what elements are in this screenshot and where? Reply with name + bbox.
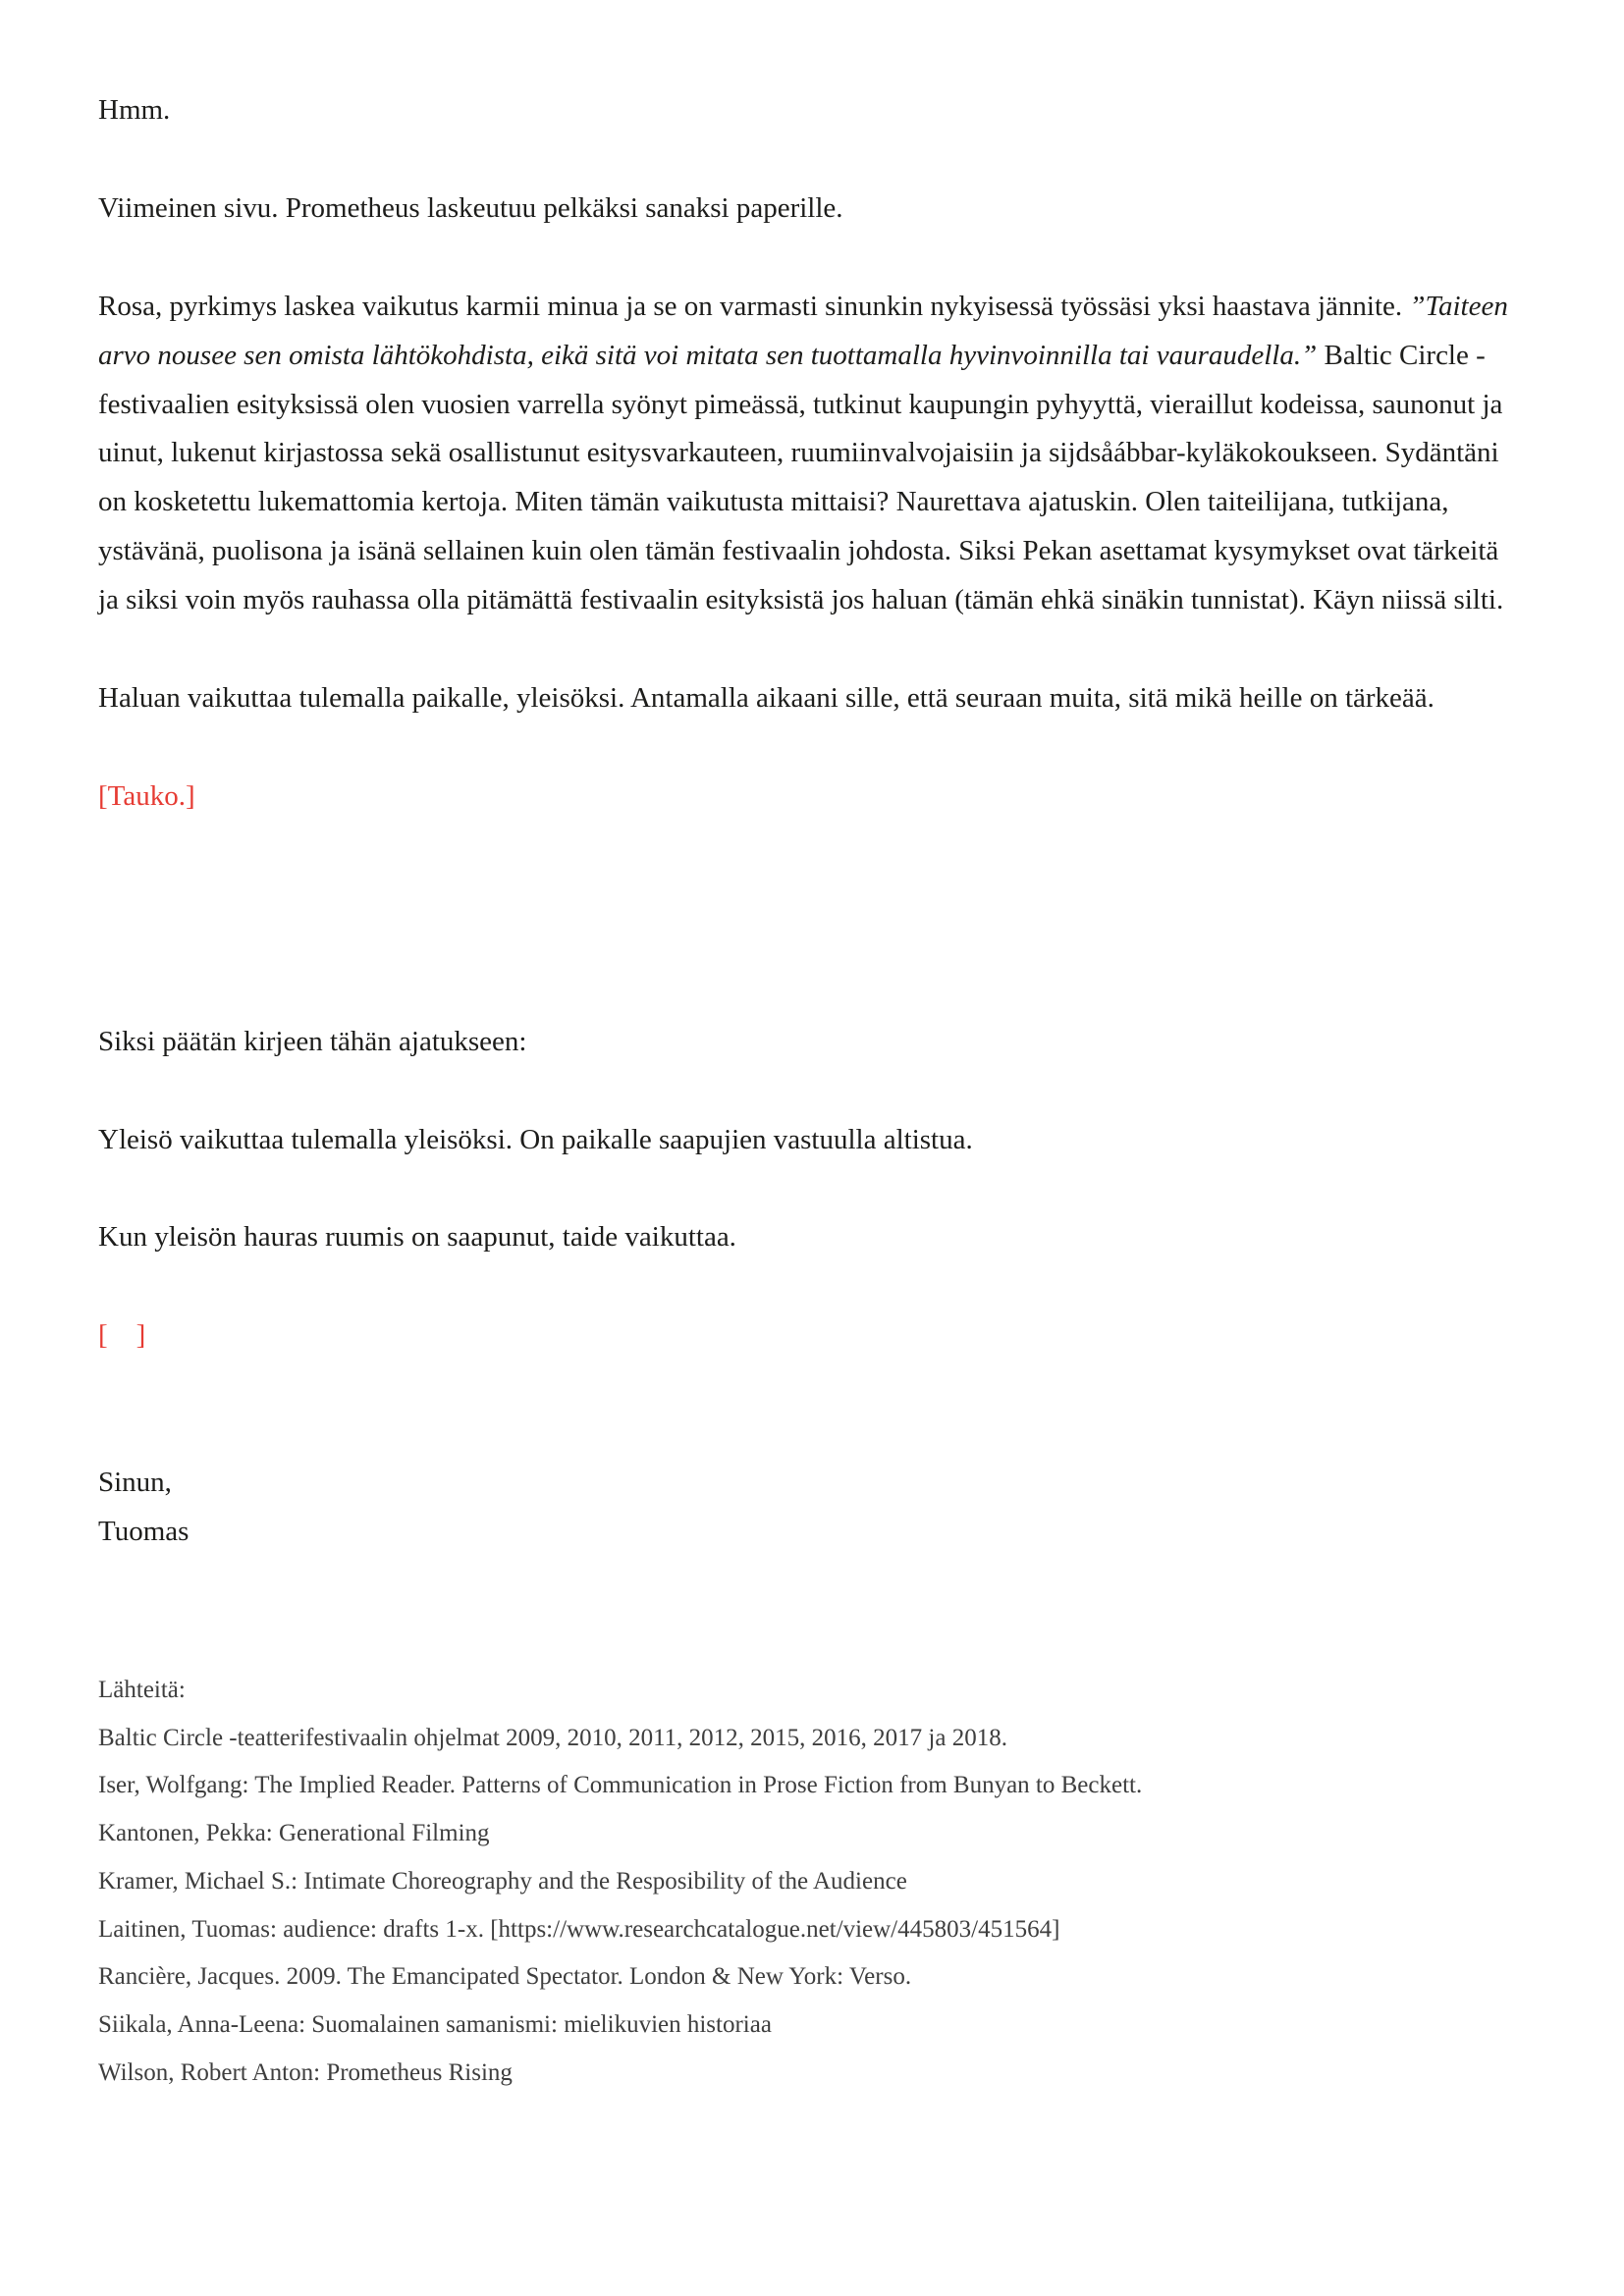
reference-item: Wilson, Robert Anton: Prometheus Rising — [98, 2058, 513, 2086]
paragraph-rosa — [98, 283, 1526, 625]
paragraph-yleiso: Yleisö vaikuttaa tulemalla yleisöksi. On paikalle saapujien vastuulla altistua. — [98, 1123, 973, 1155]
pause-marker: [Tauko.] — [98, 779, 195, 812]
signature-name: Tuomas — [98, 1516, 189, 1547]
paragraph-last-page: Viimeinen sivu. Prometheus laskeutuu pelkäksi sanaksi paperille. — [98, 191, 843, 224]
empty-bracket-marker: [ ] — [98, 1319, 146, 1352]
signature-closing: Sinun, — [98, 1467, 172, 1499]
rosa-text-before-quote: Rosa, pyrkimys laskea vaikutus karmii minua ja se on varmasti sinunkin nykyisessä työssäsi yksi haastava jännite. — [98, 290, 1410, 322]
reference-item: Laitinen, Tuomas: audience: drafts 1-x. [https://www.researchcatalogue.net/view/445803/451564] — [98, 1915, 1060, 1943]
paragraph-haluan: Haluan vaikuttaa tulemalla paikalle, yleisöksi. Antamalla aikaani sille, että seuraan muita, sitä mikä heille on tärkeää. — [98, 681, 1435, 714]
reference-item: Kantonen, Pekka: Generational Filming — [98, 1820, 490, 1847]
paragraph-siksi: Siksi päätän kirjeen tähän ajatukseen: — [98, 1025, 527, 1057]
paragraph-hmm: Hmm. — [98, 94, 171, 126]
reference-item: Siikala, Anna-Leena: Suomalainen samanismi: mielikuvien historiaa — [98, 2011, 772, 2039]
references-heading: Lähteitä: — [98, 1676, 186, 1703]
reference-item: Iser, Wolfgang: The Implied Reader. Patterns of Communication in Prose Fiction from Bunyan to Beckett. — [98, 1772, 1143, 1799]
reference-item: Kramer, Michael S.: Intimate Choreography and the Resposibility of the Audience — [98, 1867, 907, 1895]
signature — [98, 1459, 1526, 1557]
references-section — [98, 1667, 1526, 2098]
rosa-italic-quote: ”Taiteen arvo nousee sen omista lähtökohdista, eikä sitä voi mitata sen tuottamalla hyvinvoinnilla tai vauraudella.” — [98, 290, 1508, 371]
reference-item: Baltic Circle -teatterifestivaalin ohjelmat 2009, 2010, 2011, 2012, 2015, 2016, 2017 ja 2018. — [98, 1724, 1007, 1751]
paragraph-kun: Kun yleisön hauras ruumis on saapunut, taide vaikuttaa. — [98, 1221, 736, 1254]
reference-item: Rancière, Jacques. 2009. The Emancipated Spectator. London & New York: Verso. — [98, 1963, 912, 1991]
rosa-text-after-quote: Baltic Circle -festivaalien esityksissä olen vuosien varrella syönyt pimeässä, tutkinut kaupungin pyhyyttä, vieraillut kodeissa, saunonut ja uinut, lukenut kirjastossa sekä osallistunut esitysvarkauteen, ruumiinvalvojaisiin ja sijdsåábbar-kyläkokoukseen. Sydäntäni on kosketettu lukemattomia kertoja. Miten tämän vaikutusta mittaisi? Naurettava ajatuskin. Olen taiteilijana, tutkijana, ystävänä, puolisona ja isänä sellainen kuin olen tämän festivaalin johdosta. Siksi Pekan asettamat kysymykset ovat tärkeitä ja siksi voin myös rauhassa olla pitämättä festivaalin esityksistä jos haluan (tämän ehkä sinäkin tunnistat). Käyn niissä silti. — [98, 339, 1504, 615]
